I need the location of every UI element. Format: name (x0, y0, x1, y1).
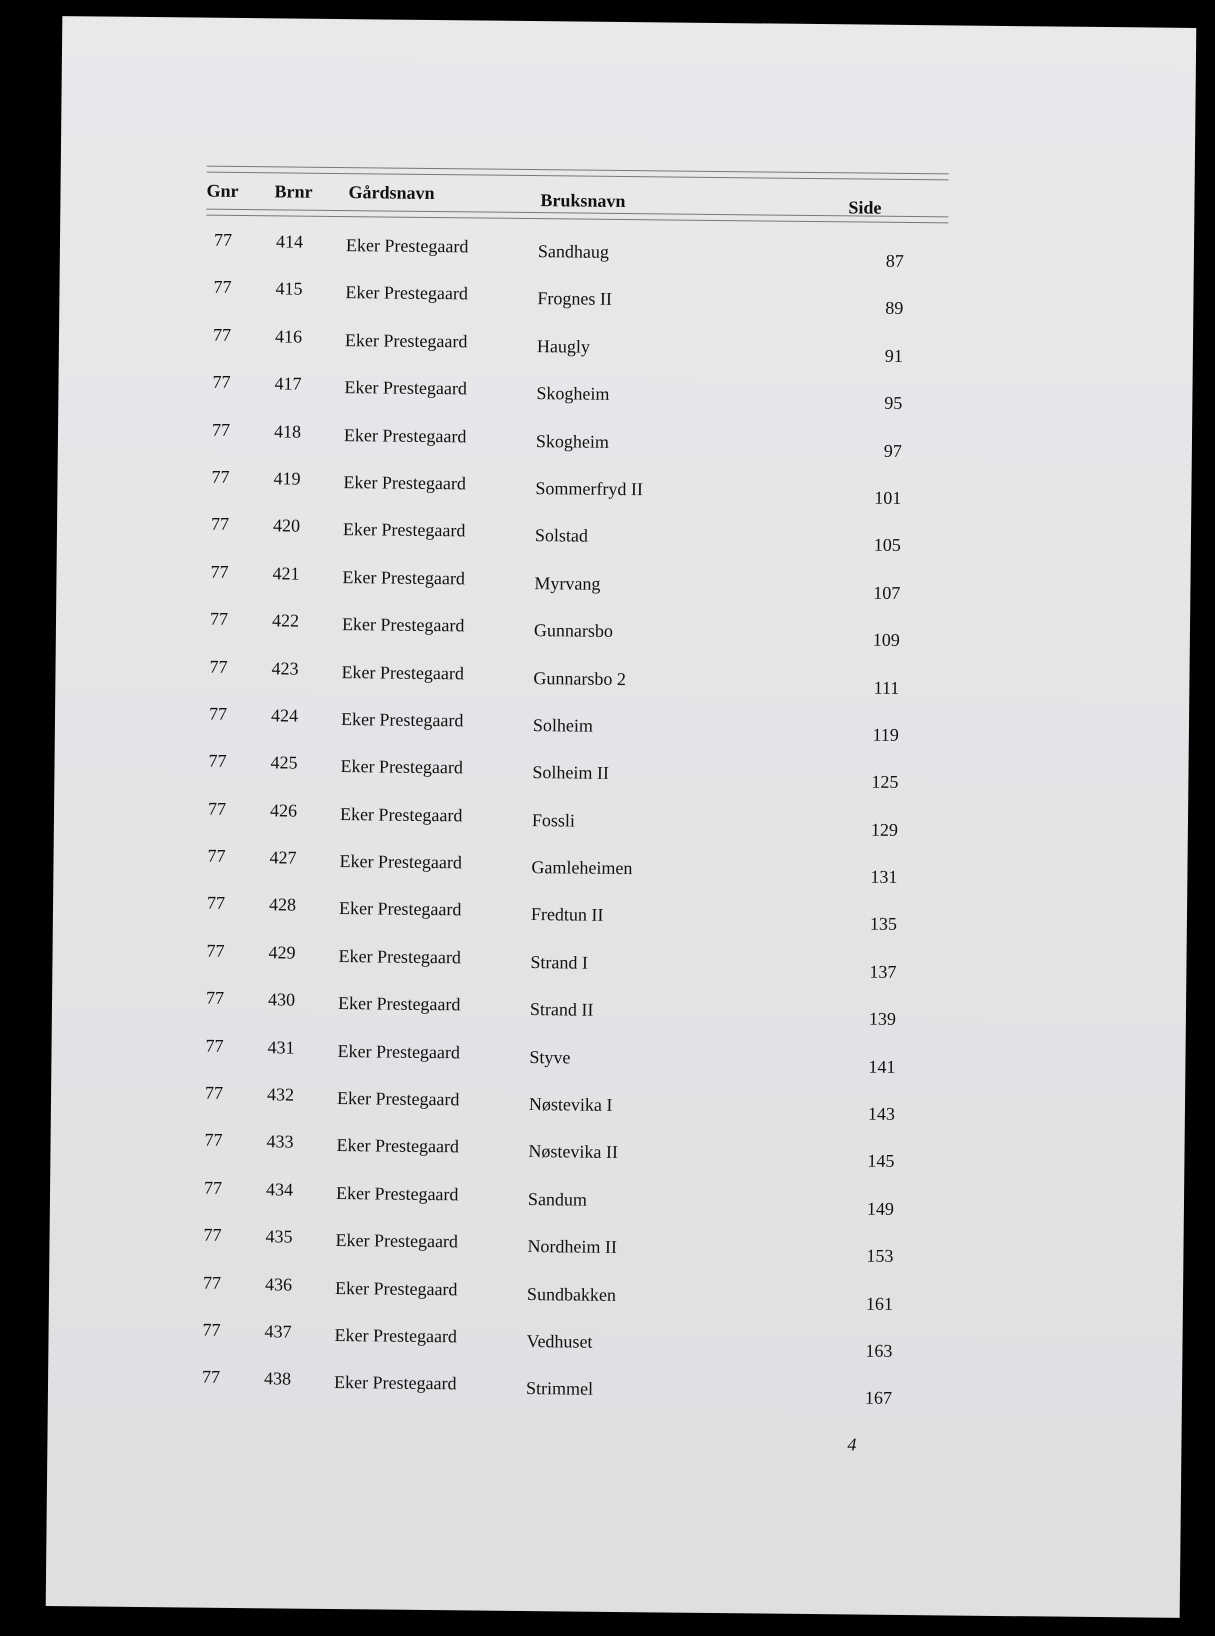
cell-brnr: 416 (274, 326, 303, 347)
cell-brnr: 431 (267, 1036, 295, 1058)
cell-brnr: 433 (266, 1131, 294, 1153)
cell-gardsnavn: Eker Prestegaard (336, 1135, 460, 1157)
cell-brnr: 425 (270, 752, 298, 773)
cell-gardsnavn: Eker Prestegaard (345, 282, 469, 304)
cell-gnr: 77 (207, 798, 227, 819)
table-row (195, 1221, 937, 1276)
cell-side: 139 (868, 1008, 897, 1030)
table-row (199, 889, 941, 944)
cell-brnr: 419 (273, 468, 301, 489)
cell-side: 153 (866, 1245, 894, 1267)
cell-side: 137 (869, 961, 897, 982)
cell-bruksnavn: Nøstevika II (528, 1141, 619, 1163)
cell-gardsnavn: Eker Prestegaard (345, 235, 469, 257)
cell-gnr: 77 (203, 1272, 222, 1293)
cell-brnr: 432 (266, 1084, 295, 1105)
table-row (200, 747, 942, 802)
cell-gnr: 77 (208, 703, 228, 724)
cell-gnr: 77 (203, 1224, 222, 1246)
cell-bruksnavn: Sandhaug (537, 241, 610, 262)
table-row (204, 368, 946, 423)
cell-bruksnavn: Styve (529, 1046, 571, 1068)
table-row (202, 557, 944, 612)
cell-bruksnavn: Gamleheimen (531, 857, 633, 879)
cell-side: 89 (885, 298, 904, 319)
table-row (197, 1031, 939, 1086)
table-body (194, 226, 948, 1418)
page-number: 4 (847, 1434, 857, 1455)
cell-gnr: 77 (213, 229, 233, 250)
cell-gnr: 77 (212, 324, 232, 345)
table-row (194, 1316, 936, 1371)
cell-gardsnavn: Eker Prestegaard (334, 1277, 458, 1299)
table-row (199, 842, 941, 897)
cell-side: 87 (885, 250, 904, 271)
cell-bruksnavn: Nøstevika I (528, 1094, 613, 1115)
cell-side: 105 (873, 534, 901, 556)
cell-gardsnavn: Eker Prestegaard (338, 898, 462, 920)
cell-brnr: 421 (272, 563, 300, 584)
cell-gardsnavn: Eker Prestegaard (338, 945, 462, 968)
cell-brnr: 429 (268, 942, 296, 963)
cell-gardsnavn: Eker Prestegaard (344, 329, 468, 352)
cell-gardsnavn: Eker Prestegaard (335, 1230, 459, 1252)
cell-side: 167 (864, 1387, 893, 1409)
cell-side: 145 (867, 1151, 895, 1172)
cell-gardsnavn: Eker Prestegaard (341, 614, 465, 636)
table-row (198, 984, 940, 1039)
cell-gardsnavn: Eker Prestegaard (334, 1325, 458, 1347)
cell-gnr: 77 (204, 1082, 224, 1103)
cell-brnr: 435 (265, 1226, 293, 1247)
cell-bruksnavn: Strimmel (525, 1378, 594, 1400)
cell-bruksnavn: Solheim II (532, 762, 610, 784)
table-row (201, 700, 943, 755)
table-row (205, 273, 947, 328)
cell-bruksnavn: Fredtun II (530, 904, 604, 926)
header-gardsnavn: Gårdsnavn (348, 182, 435, 204)
cell-gnr: 77 (210, 514, 230, 535)
table-row (194, 1363, 936, 1418)
cell-gardsnavn: Eker Prestegaard (337, 993, 461, 1015)
cell-bruksnavn: Sandum (527, 1188, 588, 1210)
table-row (203, 463, 945, 518)
cell-side: 91 (884, 345, 903, 366)
cell-side: 111 (873, 677, 900, 698)
table-row (197, 1079, 939, 1134)
cell-gardsnavn: Eker Prestegaard (337, 1040, 461, 1062)
table-row (206, 226, 948, 281)
cell-gnr: 77 (211, 466, 230, 487)
table-row (201, 652, 943, 707)
cell-gardsnavn: Eker Prestegaard (343, 472, 467, 494)
cell-brnr: 417 (274, 373, 302, 394)
cell-gnr: 77 (210, 561, 229, 582)
cell-gardsnavn: Eker Prestegaard (342, 566, 466, 589)
table-row (203, 510, 945, 565)
cell-brnr: 437 (264, 1321, 292, 1342)
cell-gnr: 77 (213, 277, 232, 298)
cell-gnr: 77 (206, 893, 226, 914)
cell-side: 149 (866, 1198, 895, 1219)
cell-bruksnavn: Solstad (534, 525, 589, 546)
cell-side: 141 (868, 1056, 896, 1077)
index-table (194, 166, 949, 1418)
document-page (46, 16, 1197, 1618)
cell-gnr: 77 (205, 1035, 224, 1056)
cell-bruksnavn: Fossli (531, 809, 576, 831)
cell-gnr: 77 (203, 1177, 223, 1198)
cell-side: 129 (870, 819, 898, 840)
cell-gnr: 77 (202, 1319, 221, 1340)
cell-bruksnavn: Solheim (532, 714, 594, 736)
table-row (196, 1173, 938, 1228)
cell-side: 143 (867, 1103, 896, 1124)
cell-gnr: 77 (204, 1130, 223, 1151)
cell-gardsnavn: Eker Prestegaard (335, 1182, 459, 1205)
table-row (196, 1126, 938, 1181)
cell-gardsnavn: Eker Prestegaard (344, 377, 468, 399)
cell-side: 135 (869, 914, 897, 935)
header-gnr: Gnr (206, 180, 239, 201)
cell-side: 163 (865, 1340, 893, 1361)
cell-side: 97 (883, 440, 902, 461)
cell-side: 131 (870, 866, 898, 887)
table-row (200, 794, 942, 849)
cell-bruksnavn: Strand II (529, 999, 594, 1020)
cell-gnr: 77 (208, 750, 227, 772)
cell-bruksnavn: Gunnarsbo 2 (533, 667, 627, 689)
cell-brnr: 427 (269, 847, 297, 868)
cell-brnr: 422 (271, 610, 300, 631)
cell-gnr: 77 (206, 940, 225, 961)
cell-gnr: 77 (211, 419, 231, 440)
cell-gardsnavn: Eker Prestegaard (336, 1088, 460, 1110)
cell-side: 161 (865, 1293, 894, 1314)
cell-brnr: 424 (270, 705, 299, 726)
table-row (205, 320, 947, 375)
cell-side: 101 (874, 487, 902, 508)
cell-brnr: 426 (269, 800, 298, 821)
cell-gnr: 77 (205, 987, 225, 1009)
cell-side: 95 (884, 392, 903, 414)
cell-brnr: 428 (268, 894, 297, 916)
cell-bruksnavn: Strand I (530, 951, 589, 973)
cell-gardsnavn: Eker Prestegaard (333, 1372, 457, 1394)
cell-bruksnavn: Sundbakken (526, 1283, 617, 1305)
cell-brnr: 423 (271, 657, 299, 679)
cell-brnr: 434 (265, 1179, 294, 1200)
cell-gnr: 77 (202, 1367, 221, 1388)
cell-brnr: 420 (272, 515, 301, 536)
cell-gardsnavn: Eker Prestegaard (341, 661, 465, 683)
table-row (204, 415, 946, 470)
cell-gardsnavn: Eker Prestegaard (343, 424, 467, 446)
cell-brnr: 414 (275, 231, 304, 252)
cell-bruksnavn: Skogheim (535, 430, 610, 452)
cell-bruksnavn: Sommerfryd II (535, 478, 644, 500)
cell-side: 109 (872, 629, 900, 651)
cell-gnr: 77 (209, 656, 228, 677)
cell-gnr: 77 (207, 845, 226, 866)
cell-brnr: 415 (275, 278, 303, 300)
cell-brnr: 436 (264, 1273, 293, 1295)
cell-bruksnavn: Skogheim (536, 383, 610, 405)
cell-bruksnavn: Myrvang (534, 572, 601, 594)
cell-bruksnavn: Gunnarsbo (533, 620, 614, 642)
table-row (198, 936, 940, 991)
cell-gnr: 77 (212, 371, 231, 393)
cell-brnr: 418 (273, 420, 302, 442)
cell-gardsnavn: Eker Prestegaard (340, 708, 464, 731)
table-row (195, 1268, 937, 1323)
cell-gnr: 77 (209, 608, 229, 629)
cell-bruksnavn: Haugly (536, 335, 591, 357)
cell-bruksnavn: Vedhuset (526, 1331, 593, 1352)
table-row (202, 605, 944, 660)
header-side: Side (848, 197, 882, 218)
cell-gardsnavn: Eker Prestegaard (340, 756, 464, 778)
cell-brnr: 430 (267, 989, 296, 1010)
cell-side: 119 (872, 724, 899, 745)
cell-gardsnavn: Eker Prestegaard (339, 851, 463, 873)
cell-side: 125 (871, 771, 899, 793)
cell-bruksnavn: Nordheim II (527, 1236, 618, 1258)
cell-side: 107 (873, 582, 901, 603)
header-brnr: Brnr (274, 181, 313, 202)
cell-gardsnavn: Eker Prestegaard (342, 519, 466, 541)
header-bruksnavn: Bruksnavn (540, 190, 626, 212)
cell-gardsnavn: Eker Prestegaard (339, 803, 463, 826)
cell-bruksnavn: Frognes II (537, 288, 613, 310)
cell-brnr: 438 (263, 1368, 292, 1389)
